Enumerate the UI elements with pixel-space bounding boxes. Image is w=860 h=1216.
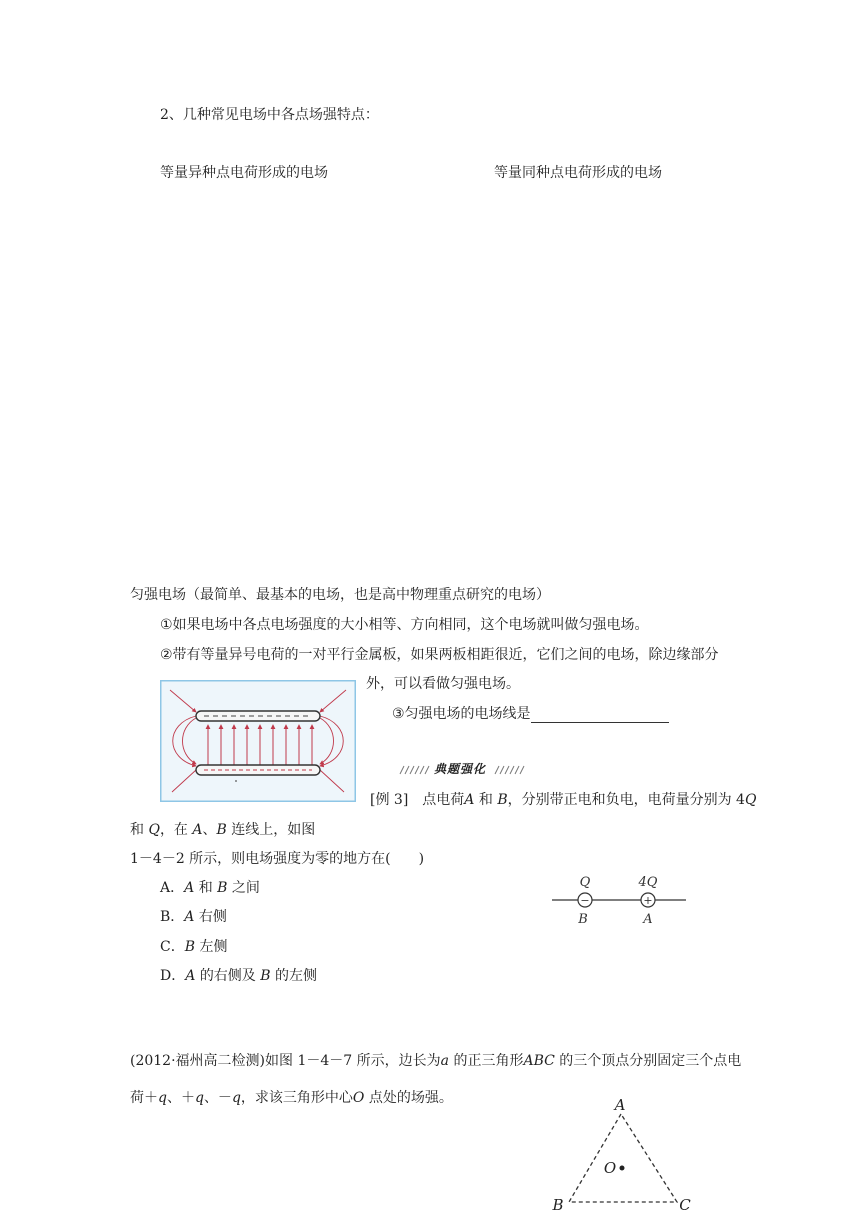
var-abc: ABC: [523, 1053, 555, 1069]
text-span: 点处的场强。: [368, 1090, 453, 1106]
var-q: q: [231, 1090, 241, 1106]
var-o: O: [352, 1090, 365, 1106]
fuzhou-line-1: [130, 1052, 741, 1070]
vertex-b-label: B: [552, 1196, 564, 1214]
vertex-c-label: C: [679, 1196, 691, 1214]
example-3-line-1: [370, 791, 756, 809]
parallel-plates-figure: [160, 680, 356, 802]
var-q: Q: [744, 792, 757, 808]
text-span: ，求该三角形中心: [240, 1090, 353, 1106]
example-3-line-3: 1－4－2 所示，则电场强度为零的地方在( ): [130, 851, 425, 867]
right-figure-caption: 等量同种点电荷形成的电场: [494, 165, 662, 181]
text-span: 点电荷: [422, 792, 465, 808]
uniform-point-1: ①如果电场中各点电场强度的大小相等、方向相同，这个电场就叫做匀强电场。: [160, 617, 649, 633]
text-span: 的正三角形: [453, 1053, 524, 1069]
uniform-point-2a: ②带有等量异号电荷的一对平行金属板，如果两板相距很近，它们之间的电场，除边缘部分: [160, 647, 719, 663]
text-span: ，在: [159, 822, 188, 838]
text-span: 左侧: [199, 939, 228, 955]
text-span: 的左侧: [275, 968, 318, 984]
var-a: A: [184, 880, 195, 896]
a-label: A: [643, 912, 653, 927]
option-prefix: C．: [160, 939, 185, 955]
example-label: [例 3]: [370, 792, 409, 808]
var-b: B: [184, 939, 196, 955]
uniform-point-3: [392, 705, 669, 723]
text-span: 的三个顶点分别固定三个点电: [559, 1053, 742, 1069]
triangle-figure: [546, 1094, 696, 1214]
option-prefix: D．: [160, 968, 186, 984]
var-q: q: [158, 1090, 167, 1106]
charges-line-figure: [550, 868, 690, 928]
text-span: 、: [202, 822, 217, 838]
center-o-label: O: [603, 1159, 617, 1177]
var-a: A: [192, 822, 203, 838]
section-heading: 2、几种常见电场中各点场强特点：: [160, 107, 379, 123]
example-3-line-2: [130, 821, 315, 839]
uniform-field-title: 匀强电场: [130, 587, 186, 603]
text-span: 和: [130, 822, 144, 838]
text-span: 和: [198, 880, 213, 896]
vertex-a-label: A: [614, 1096, 626, 1114]
uniform-point-2b: 外，可以看做匀强电场。: [366, 676, 520, 692]
var-b: B: [497, 792, 508, 808]
text-span: ，分别带正电和负电，电荷量分别为 4: [507, 792, 745, 808]
var-a: A: [464, 792, 475, 808]
var-b: B: [216, 822, 227, 838]
neg-sign: −: [580, 894, 590, 907]
banner-title: 典题强化: [434, 762, 487, 776]
text-span: 右侧: [198, 909, 227, 925]
var-a-small: a: [440, 1053, 449, 1069]
var-a: A: [185, 968, 196, 984]
text-span: )如图 1－4－7 所示，边长为: [259, 1053, 441, 1069]
pos-sign: +: [643, 894, 653, 907]
text-span: 之间: [231, 880, 260, 896]
var-q: q: [194, 1090, 204, 1106]
school-name: 福州高二检测: [175, 1053, 260, 1069]
text-span: (2012·: [130, 1053, 176, 1069]
fuzhou-line-2: [130, 1089, 453, 1107]
option-c: [160, 938, 227, 956]
option-b: [160, 908, 227, 926]
answer-blank: [531, 708, 669, 723]
option-d: [160, 967, 317, 985]
text-span: 、＋: [166, 1090, 195, 1106]
var-b: B: [260, 968, 271, 984]
center-dot: [620, 1166, 625, 1171]
triangle-outline: [569, 1114, 677, 1202]
q-label: Q: [579, 875, 591, 890]
uniform-field-title-line: [130, 586, 550, 604]
text-span: 荷＋: [130, 1090, 158, 1106]
left-figure-caption: 等量异种点电荷形成的电场: [160, 165, 328, 181]
text-span: 的右侧及: [199, 968, 256, 984]
4q-label: 4Q: [638, 875, 658, 890]
var-a: A: [184, 909, 195, 925]
text-span: 和: [478, 792, 493, 808]
option-prefix: A．: [160, 880, 185, 896]
text-span: 连线上，如图: [231, 822, 316, 838]
var-b: B: [217, 880, 228, 896]
uniform-point-3-text: ③匀强电场的电场线是: [392, 706, 531, 722]
var-q: Q: [148, 822, 160, 838]
option-a: [160, 879, 260, 897]
b-label: B: [578, 912, 588, 927]
uniform-field-note: （最简单、最基本的电场，也是高中物理重点研究的电场）: [186, 587, 550, 603]
option-prefix: B．: [160, 909, 185, 925]
text-span: 、－: [203, 1090, 232, 1106]
